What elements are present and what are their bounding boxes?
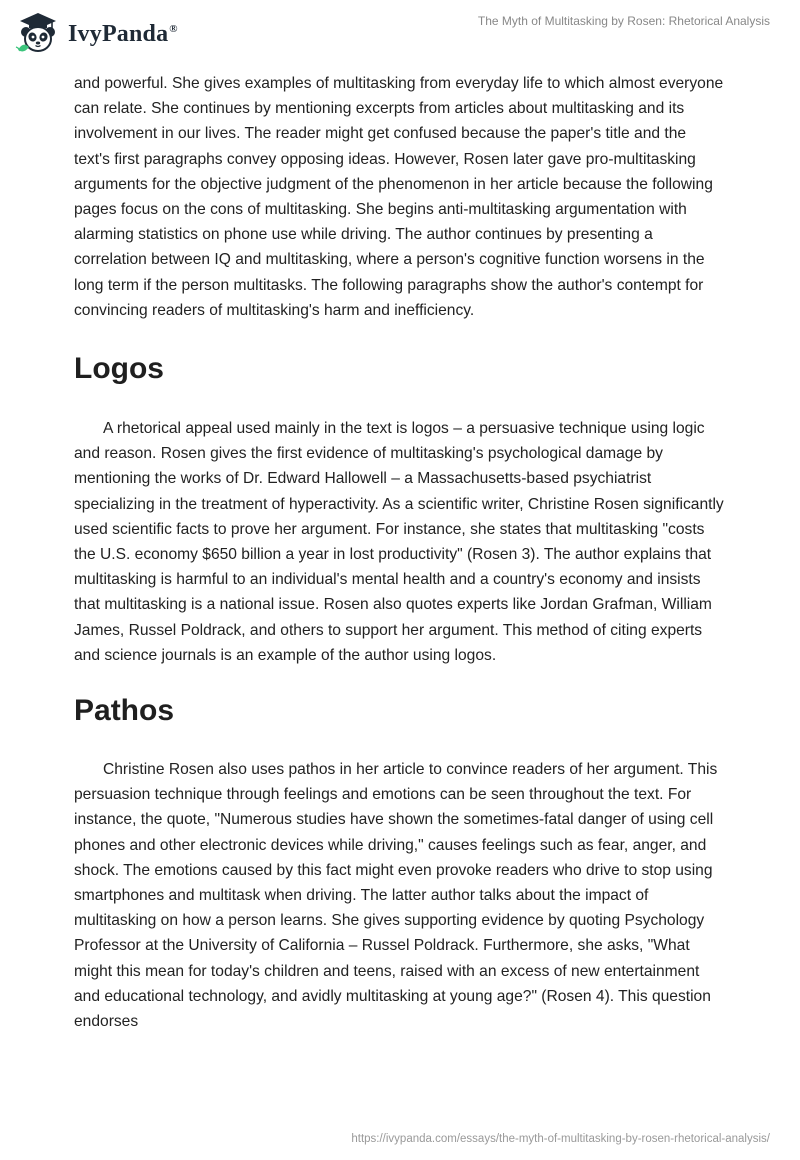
pathos-paragraph: Christine Rosen also uses pathos in her article to convince readers of her argument. This persuasion technique through feelings and emotions can be seen throughout the text. For instance, the quote, "Numerous studies have shown the sometimes-fatal danger of using cell phones and other electronic devices while driving," causes feelings such as fear, anger, and shock. The emotions caused by this fact might even provoke readers who drive to stop using smartphones and multitask when driving. The latter author talks about the impact of multitasking on how a person learns. She gives supporting evidence by quoting Psychology Professor at the University of California – Russel Poldrack. Furthermore, she asks, "What might this mean for today's children and teens, raised with an excess of new entertainment and educational technology, and avidly multitasking at young age?" (Rosen 4). This question endorses — [74, 761, 718, 1031]
document-title: The Myth of Multitasking by Rosen: Rhetorical Analysis — [477, 14, 770, 28]
source-url[interactable]: https://ivypanda.com/essays/the-myth-of-multitasking-by-rosen-rhetorical-analysis/ — [351, 1133, 770, 1145]
ivypanda-logo[interactable] — [14, 10, 178, 56]
logos-paragraph: A rhetorical appeal used mainly in the text is logos – a persuasive technique using logic and reason. Rosen gives the first evidence of multitasking's psychological damage by mentioning the works of Dr. Edward Hallowell – a Massachusetts-based psychiatrist specializing in the treatment of hyperactivity. As a scientific writer, Christine Rosen significantly used scientific facts to prove her argument. For instance, she states that multitasking "costs the U.S. economy $650 billion a year in lost productivity" (Rosen 3). The author explains that multitasking is harmful to an individual's mental health and a country's economy and insists that multitasking is a national issue. Rosen also quotes experts like Jordan Grafman, William James, Russel Poldrack, and others to support her argument. This method of citing experts and science journals is an example of the author using logos. — [74, 420, 724, 664]
logo-wordmark: IvyPanda® — [68, 20, 178, 47]
intro-paragraph: and powerful. She gives examples of multitasking from everyday life to which almost everyone can relate. She continues by mentioning excerpts from articles about multitasking and its involvement in our lives. The reader might get confused because the paper's title and the text's first paragraphs convey opposing ideas. However, Rosen later gave pro-multitasking arguments for the objective judgment of the phenomenon in her article because the following pages focus on the cons of multitasking. She begins anti-multitasking argumentation with alarming statistics on phone use while driving. The author continues by presenting a correlation between IQ and multitasking, where a person's cognitive function worsens in the long term if the person multitasks. The following paragraphs show the author's contempt for convincing readers of multitasking's harm and inefficiency. — [74, 75, 724, 319]
page-header — [0, 0, 800, 70]
logos-heading: Logos — [74, 352, 164, 386]
essay-content — [74, 71, 724, 1034]
panda-graduate-icon — [14, 10, 62, 56]
pathos-heading: Pathos — [74, 694, 175, 728]
